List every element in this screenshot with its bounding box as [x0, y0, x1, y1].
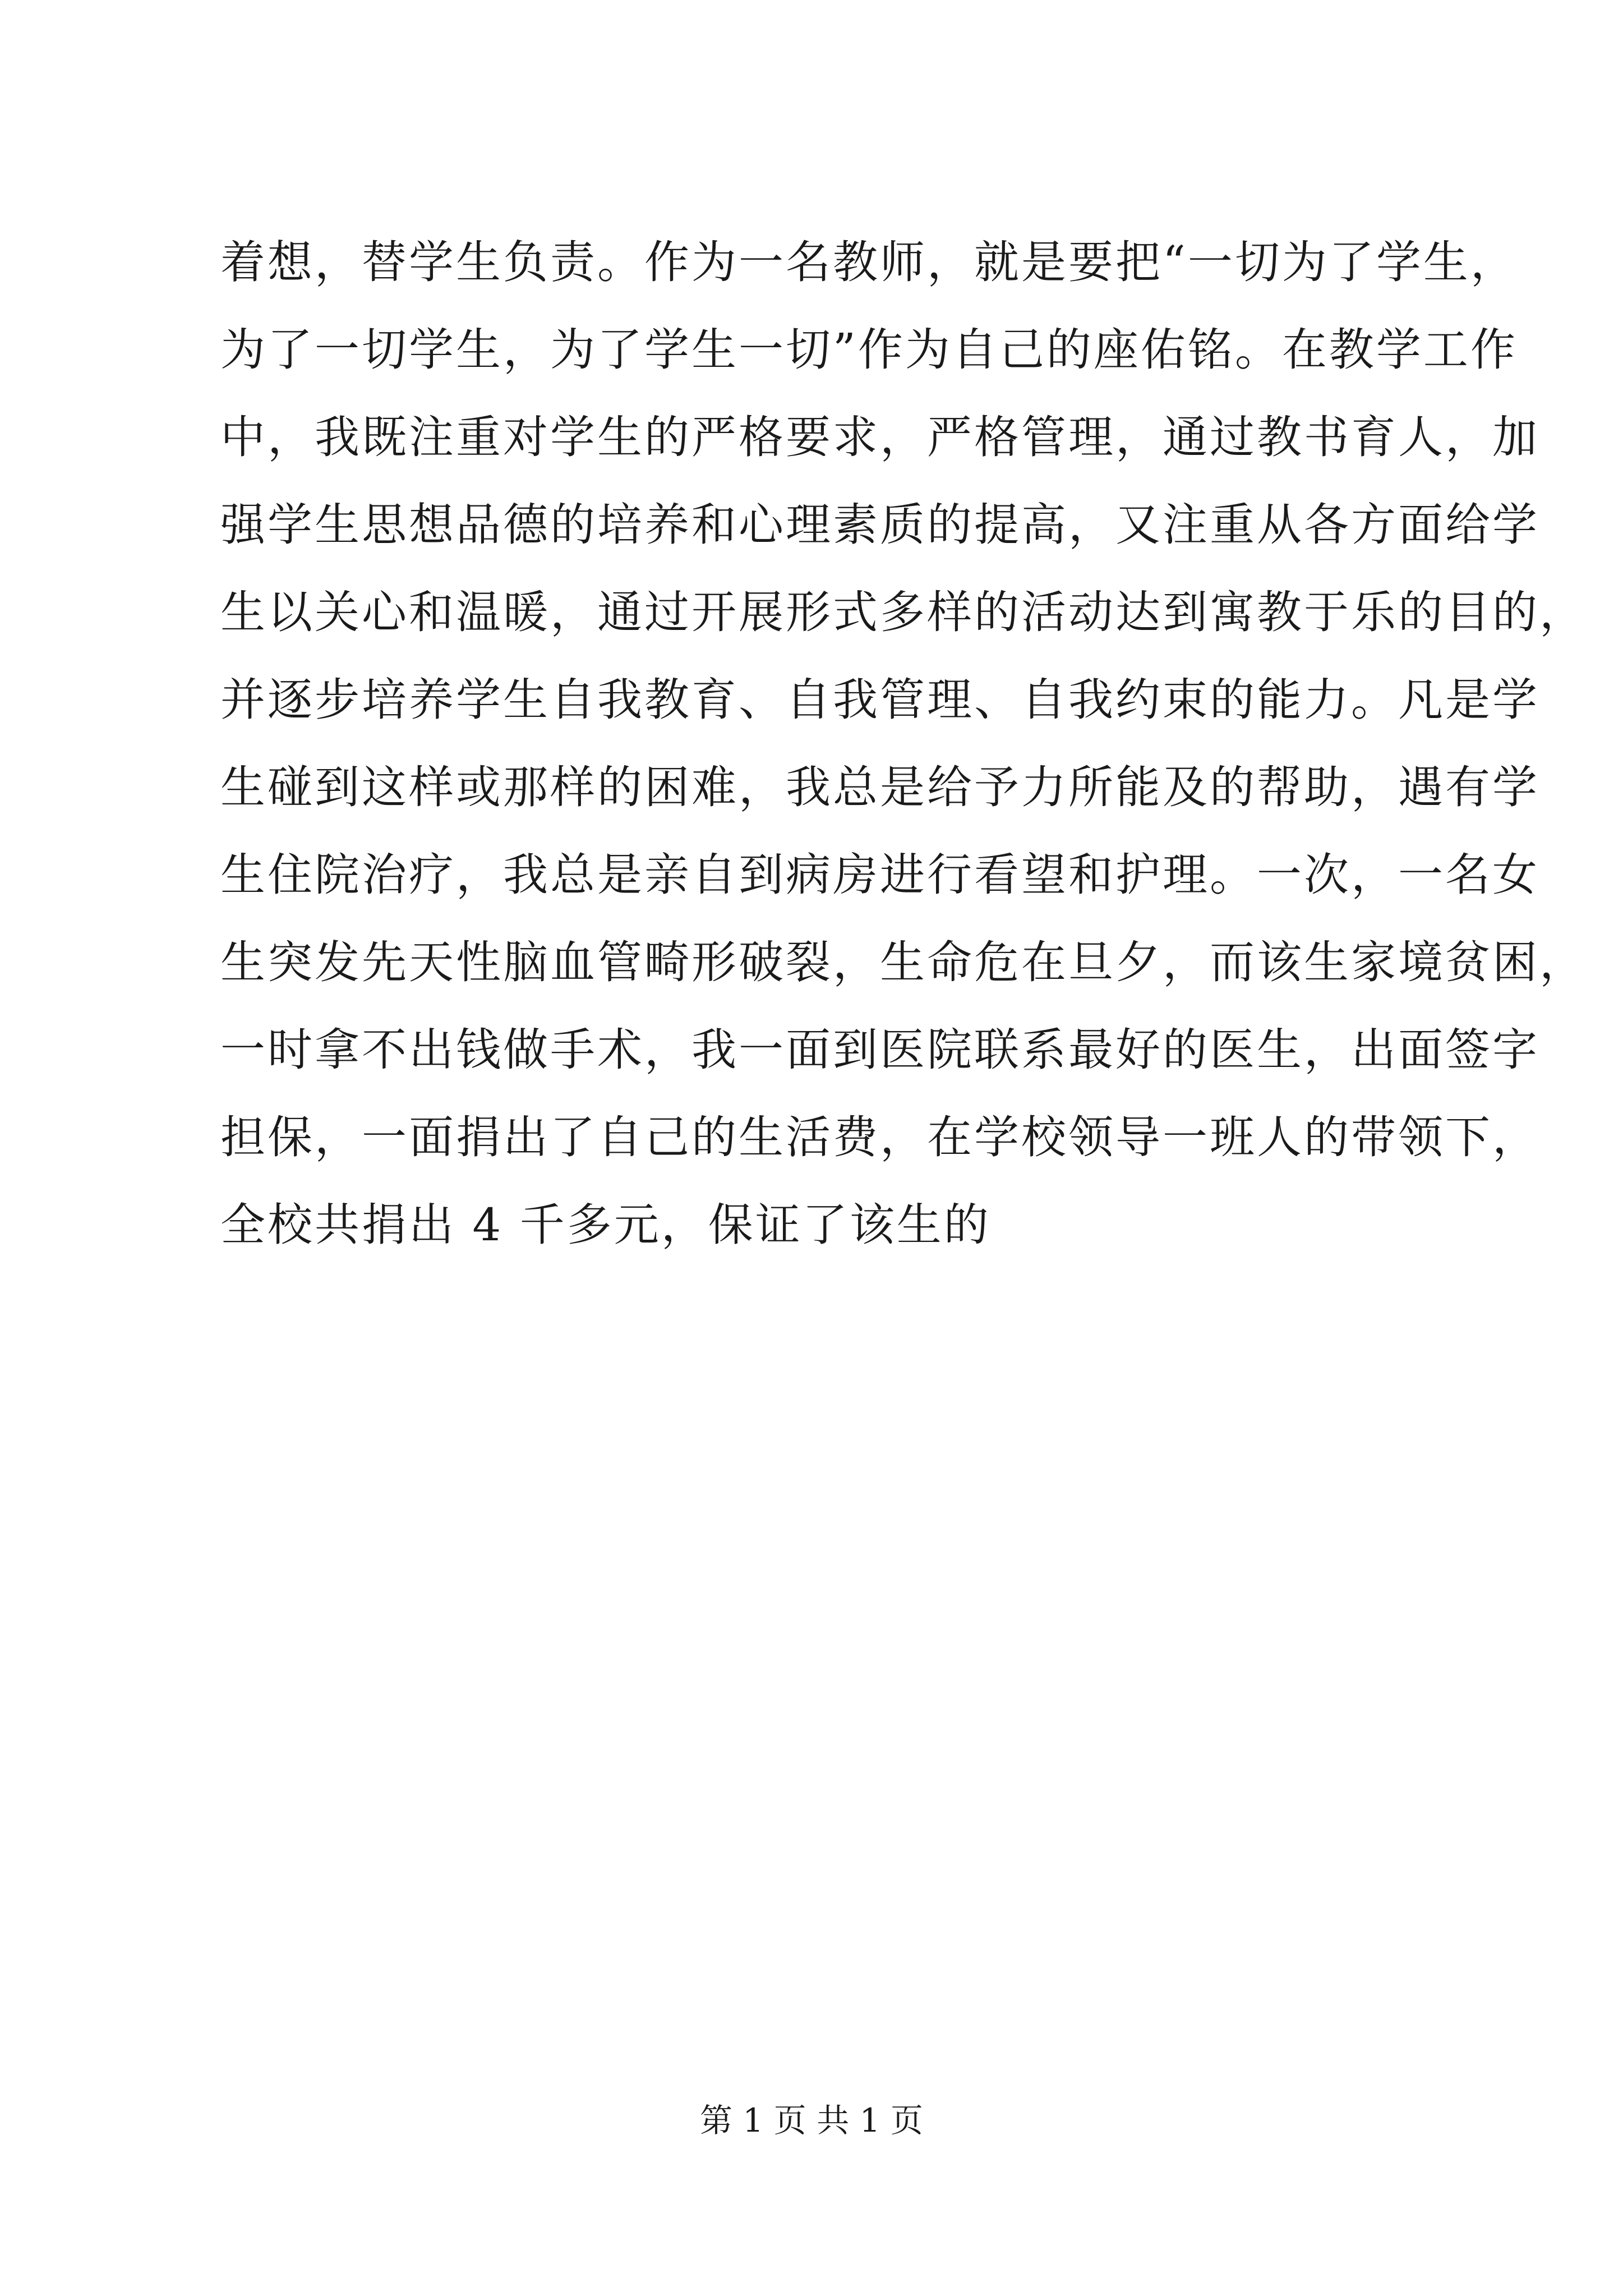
text-line-3: 中，我既注重对学生的严格要求，严格管理，通过教书育人，加	[220, 411, 1539, 463]
page-number-indicator: 第 1 页 共 1 页	[700, 2101, 923, 2139]
text-line-4: 强学生思想品德的培养和心理素质的提高，又注重从各方面给学	[220, 499, 1539, 551]
text-line-9: 生突发先天性脑血管畸形破裂，生命危在旦夕，而该生家境贫困，	[220, 936, 1587, 988]
body-paragraph	[220, 219, 1587, 1269]
text-line-8: 生住院治疗，我总是亲自到病房进行看望和护理。一次，一名女	[220, 849, 1539, 901]
text-line-5: 生以关心和温暖，通过开展形式多样的活动达到寓教于乐的目的，	[220, 586, 1587, 638]
text-line-12: 全校共捐出 4 千多元，保证了该生的	[220, 1199, 991, 1251]
text-line-11: 担保，一面捐出了自己的生活费，在学校领导一班人的带领下，	[220, 1111, 1539, 1163]
text-line-6: 并逐步培养学生自我教育、自我管理、自我约束的能力。凡是学	[220, 674, 1539, 726]
text-line-7: 生碰到这样或那样的困难，我总是给予力所能及的帮助，遇有学	[220, 761, 1539, 813]
page-footer	[0, 2098, 1623, 2143]
text-line-2: 为了一切学生，为了学生一切”作为自己的座佑铭。在教学工作	[220, 324, 1518, 376]
text-line-10: 一时拿不出钱做手术，我一面到医院联系最好的医生，出面签字	[220, 1024, 1539, 1076]
text-line-1: 着想，替学生负责。作为一名教师，就是要把“一切为了学生，	[220, 236, 1518, 288]
